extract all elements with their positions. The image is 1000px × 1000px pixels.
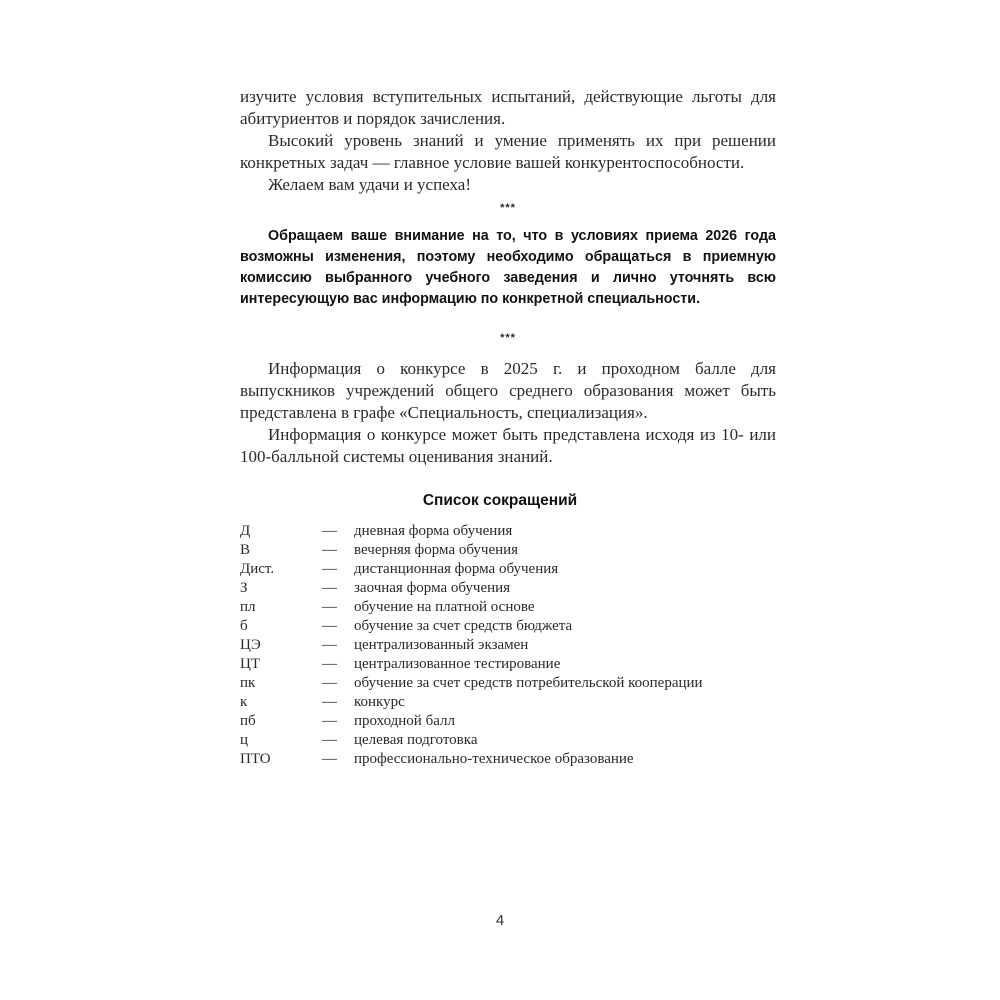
abbreviation-row — [240, 750, 760, 769]
abbreviations-list — [240, 522, 760, 769]
abbreviation-description: профессионально-техническое образование — [354, 751, 634, 767]
abbreviation-dash: — — [322, 694, 337, 710]
notice-paragraph: Обращаем ваше внимание на то, что в условиях приема 2026 года возможны изменения, поэтому необходимо обращаться в приемную комиссию выбранного учебного заведения и лично уточнять всю интересующую вас информацию по конкретной специальности. — [240, 228, 776, 307]
separator-stars: *** — [500, 202, 516, 214]
abbreviation-description: вечерняя форма обучения — [354, 542, 519, 558]
main-text — [240, 86, 776, 468]
abbreviation-row — [240, 598, 760, 617]
abbreviation-description: дневная форма обучения — [354, 523, 513, 539]
separator-stars: *** — [500, 332, 516, 344]
abbreviation-dash: — — [322, 732, 337, 748]
abbreviation-row — [240, 655, 760, 674]
abbreviation-dash: — — [322, 523, 337, 539]
abbreviation-code: пб — [240, 713, 256, 729]
abbreviation-description: обучение на платной основе — [354, 599, 535, 615]
abbreviation-code: ПТО — [240, 751, 271, 767]
abbreviation-description: конкурс — [354, 694, 405, 710]
abbreviation-description: дистанционная форма обучения — [354, 561, 559, 577]
abbreviation-code: к — [240, 694, 248, 710]
paragraph: Высокий уровень знаний и умение применять их при решении конкретных задач — главное условие вашей конкурентоспособности. — [240, 131, 776, 172]
abbreviation-row — [240, 522, 760, 541]
abbreviation-description: проходной балл — [354, 713, 455, 729]
abbreviation-description: централизованный экзамен — [354, 637, 529, 653]
abbreviation-code: ЦТ — [240, 656, 260, 672]
abbreviation-code: пк — [240, 675, 256, 691]
abbreviation-code: ЦЭ — [240, 637, 261, 653]
abbreviation-dash: — — [322, 675, 337, 691]
abbreviation-code: ц — [240, 732, 249, 748]
abbreviation-dash: — — [322, 656, 337, 672]
abbreviation-row — [240, 579, 760, 598]
abbreviation-dash: — — [322, 713, 337, 729]
abbreviation-dash: — — [322, 580, 337, 596]
abbreviation-description: заочная форма обучения — [354, 580, 511, 596]
abbreviation-dash: — — [322, 751, 337, 767]
abbreviation-code: б — [240, 618, 248, 634]
abbreviation-dash: — — [322, 561, 337, 577]
abbreviation-dash: — — [322, 599, 337, 615]
abbreviation-row — [240, 693, 760, 712]
paragraph: изучите условия вступительных испытаний, действующие льготы для абитуриентов и порядок зачисления. — [240, 87, 776, 128]
abbreviation-code: З — [240, 580, 248, 596]
abbreviation-description: обучение за счет средств бюджета — [354, 618, 573, 634]
abbreviations-title: Список сокращений — [422, 492, 578, 509]
abbreviation-description: централизованное тестирование — [354, 656, 561, 672]
abbreviation-row — [240, 712, 760, 731]
abbreviation-description: обучение за счет средств потребительской кооперации — [354, 675, 703, 691]
abbreviation-dash: — — [322, 637, 337, 653]
abbreviation-code: Д — [240, 523, 251, 539]
abbreviation-row — [240, 560, 760, 579]
abbreviation-description: целевая подготовка — [354, 732, 478, 748]
paragraph: Информация о конкурсе может быть представлена исходя из 10- или 100-балльной системы оценивания знаний. — [240, 425, 776, 466]
paragraph: Информация о конкурсе в 2025 г. и проходном балле для выпускников учреждений общего среднего образования может быть представлена в графе «Специальность, специализация». — [240, 359, 776, 422]
abbreviation-row — [240, 541, 760, 560]
abbreviation-code: пл — [240, 599, 256, 615]
abbreviation-row — [240, 617, 760, 636]
page-number: 4 — [495, 912, 505, 929]
abbreviation-dash: — — [322, 618, 337, 634]
abbreviation-row — [240, 674, 760, 693]
abbreviation-dash: — — [322, 542, 337, 558]
abbreviation-row — [240, 636, 760, 655]
abbreviation-row — [240, 731, 760, 750]
paragraph: Желаем вам удачи и успеха! — [268, 175, 471, 194]
abbreviation-code: Дист. — [240, 561, 275, 577]
abbreviation-code: В — [240, 542, 251, 558]
